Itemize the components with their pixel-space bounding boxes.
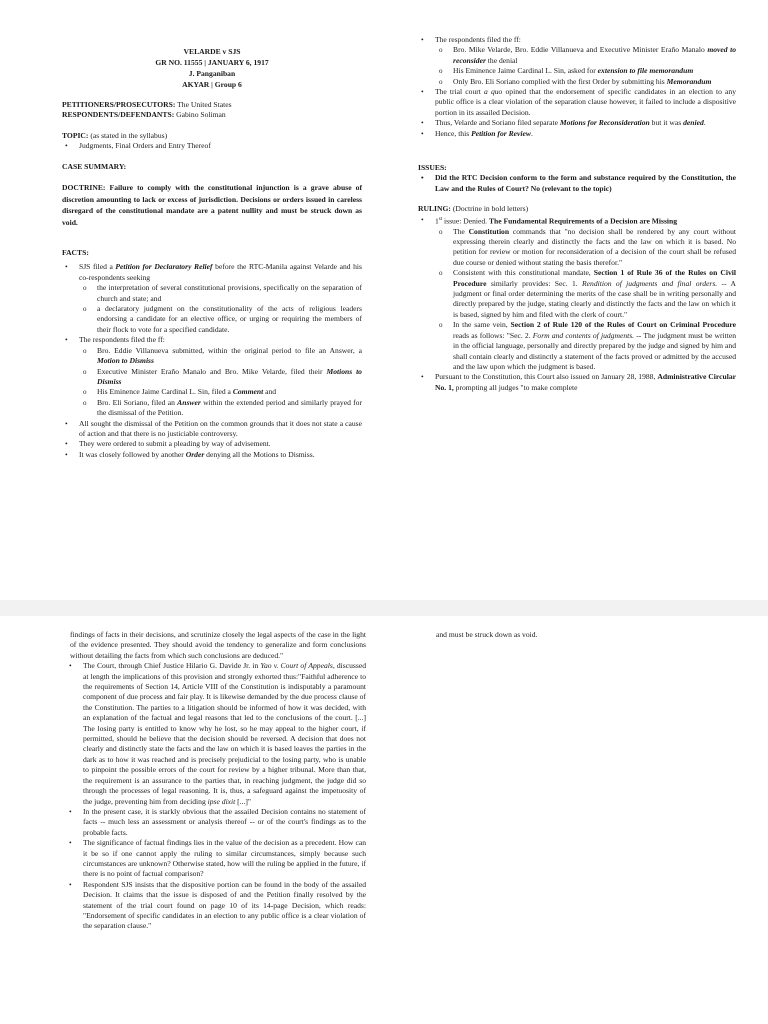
continued-text: and must be struck down as void. (436, 630, 538, 639)
respondents-label: RESPONDENTS/DEFENDANTS: (62, 110, 175, 120)
left-column (62, 46, 362, 460)
petitioners-label: PETITIONERS/PROSECUTORS: (62, 100, 176, 109)
list-item: • The respondents filed the ff: (418, 35, 736, 45)
list-item: • The significance of factual findings lies in the value of the decision as a precedent. How can it be so if one cannot apply the ruling to similar circumstances, simply because such circumstances are unknown? Otherwise stated, how will the ruling be applied in the future, if there is no point of factual comparison? (66, 838, 366, 880)
list-item: o His Eminence Jaime Cardinal L. Sin, filed a Comment and (80, 387, 362, 397)
page-separator (0, 600, 768, 616)
respondents-line (62, 110, 362, 120)
gr-number: GR NO. 11555 | JANUARY 6, 1917 (155, 58, 269, 67)
topic-label: TOPIC: (62, 130, 89, 140)
list-item: o Bro. Eddie Villanueva submitted, within the original period to file an Answer, a Motion to Dismiss (80, 346, 362, 367)
list-item: • Respondent SJS insists that the dispositive portion can be found in the body of the assailed Decision. It claims that the issue is disposed of and the Petition finally resolved by the statement of the trial court found on page 10 of its 14-page Decision, which reads: "Endorsement of specific candidates in an election to any public office is a clear violation of the separation clause." (66, 880, 366, 932)
page-two (0, 616, 768, 1024)
topic-item: • Judgments, Final Orders and Entry Thereof (62, 141, 362, 151)
facts-continued-list (418, 35, 736, 139)
list-item: • The Court, through Chief Justice Hilario G. Davide Jr. in Yao v. Court of Appeals, discussed at length the implications of this provision and strongly exhorted thus:"Faithful adherence to the requirements of Section 14, Article VIII of the Constitution is indisputably a paramount component of due process and fair play. It is likewise demanded by the due process clause of the Constitution. The parties to a litigation should be informed of how it was decided, with an explanation of the factual and legal reasons that led to the conclusions of the court. [...] The losing party is entitled to know why he lost, so he may appeal to the higher court, if permitted, should he believe that the decision should be reversed. A decision that does not clearly and distinctly state the facts and the law on which it is based leaves the parties in the dark as to how it was reached and is precisely prejudicial to the losing party, who is unable to pinpoint the possible errors of the court for review by a higher tribunal. More than that, the requirement is an assurance to the parties that, in reaching judgment, the judge did so through the processes of legal reasoning. It is, thus, a safeguard against the impetuosity of the judge, preventing him from deciding ipse dixit [...]" (66, 661, 366, 807)
list-item: • It was closely followed by another Order denying all the Motions to Dismiss. (62, 450, 362, 460)
doctrine-text: Failure to comply with the constitutional injunction is a grave abuse of discretion amounting to lack or excess of jurisdiction. Decisions or orders issued in careless disregard of the constitutional mandate are a patent nullity and must be struck down as void. (62, 183, 362, 227)
right-column (418, 35, 736, 393)
case-summary-label: CASE SUMMARY: (62, 161, 127, 171)
list-item: o In the same vein, Section 2 of Rule 120 of the Rules of Court on Criminal Procedure reads as follows: "Sec. 2. Form and contents of judgments. -- The judgment must be written in the official language, personally and directly prepared by the judge and signed by him and shall contain clearly and distinctly a statement of the facts proved or admitted by the accused and the law upon which the judgment is based. (436, 320, 736, 372)
ruling-label: RULING: (418, 204, 451, 214)
page-two-list (66, 661, 366, 932)
ponente: J. Panganiban (188, 69, 236, 78)
continued-paragraph: findings of facts in their decisions, and scrutinize closely the legal aspects of the case in the light of the evidence presented. They should avoid the tendency to generalize and form conclusions without detailing the facts from which such conclusions are deduced." (70, 630, 366, 660)
list-item: • They were ordered to submit a pleading by way of advisement. (62, 439, 362, 449)
petitioners-value: The United States (175, 100, 232, 109)
respondents-value: Gabino Soliman (174, 110, 226, 120)
issue-item: • Did the RTC Decision conform to the form and substance required by the Constitution, the Law and the Rules of Court? No (relevant to the topic) (418, 173, 736, 194)
list-item: • All sought the dismissal of the Petition on the common grounds that it does not state a cause of action and that there is no justiciable controversy. (62, 419, 362, 440)
list-item: o Only Bro. Eli Soriano complied with the first Order by submitting his Memorandum (436, 77, 736, 87)
doctrine-paragraph (62, 182, 362, 228)
topic-value: (as stated in the syllabus) (88, 130, 168, 140)
list-item: o The Constitution commands that "no decision shall be rendered by any court without expressing therein clearly and distinctly the facts and the law on which it is based. No petition for review or motion for reconsideration of a decision of the court shall be refused due course or denied without stating the basis therefor." (436, 227, 736, 269)
right-column-page-two (436, 630, 736, 640)
list-item: o Bro. Eli Soriano, filed an Answer within the extended period and similarly prayed for the dismissal of the Petition. (80, 398, 362, 419)
ruling-note: (Doctrine in bold letters) (450, 204, 529, 214)
list-item: o Bro. Mike Velarde, Bro. Eddie Villanueva and Executive Minister Eraño Manalo moved to reconsider the denial (436, 45, 736, 66)
list-item: o His Eminence Jaime Cardinal L. Sin, asked for extension to file memorandum (436, 66, 736, 76)
facts-label: FACTS: (62, 248, 89, 258)
list-item: o Executive Minister Eraño Manalo and Bro. Mike Velarde, filed their Motions to Dismiss (80, 367, 362, 388)
list-item: • Thus, Velarde and Soriano filed separate Motions for Reconsideration but it was denied. (418, 118, 736, 128)
list-item: • The respondents filed the ff: (62, 335, 362, 345)
list-item: • Pursuant to the Constitution, this Court also issued on January 28, 1988, Administrative Circular No. 1, prompting all judges "to make complete (418, 372, 736, 393)
doctrine-label: DOCTRINE: (62, 183, 106, 193)
list-item: • The trial court a quo opined that the endorsement of specific candidates in an election to any public office is a clear violation of the separation clause however, it failed to include a dispositive portion in its assailed Decision. (418, 87, 736, 118)
list-item: o Consistent with this constitutional mandate, Section 1 of Rule 36 of the Rules on Civil Procedure similarly provides: Sec. 1. Rendition of judgments and final orders. -- A judgment or final order determining the merits of the case shall be in writing personally and directly prepared by the judge, stating clearly and distinctly the facts and the law on which it is based, signed by him and filed with the clerk of court." (436, 268, 736, 320)
left-column-page-two (66, 630, 366, 932)
list-item: • Hence, this Petition for Review. (418, 129, 736, 139)
list-item: • 1st issue: Denied. The Fundamental Requirements of a Decision are Missing (418, 215, 736, 227)
group: AKYAR | Group 6 (182, 80, 242, 89)
ruling-list (418, 215, 736, 393)
issues-label: ISSUES: (418, 163, 447, 173)
ruling-line (418, 204, 736, 214)
list-item: • In the present case, it is starkly obvious that the assailed Decision contains no statement of facts -- much less an assessment or analysis thereof -- or of the court's findings as to the probable facts. (66, 807, 366, 838)
topic-line (62, 131, 362, 141)
list-item: • SJS filed a Petition for Declaratory Relief before the RTC-Manila against Velarde and his co-respondents seeking (62, 262, 362, 283)
list-item: o a declaratory judgment on the constitutionality of the acts of religious leaders endorsing a candidate for an elective office, or urging or requiring the members of their flock to vote for a specified candidate. (80, 304, 362, 335)
list-item: o the interpretation of several constitutional provisions, specifically on the separation of church and state; and (80, 283, 362, 304)
facts-list (62, 262, 362, 460)
petitioners-line (62, 100, 362, 110)
case-title: VELARDE v SJS (183, 47, 241, 56)
